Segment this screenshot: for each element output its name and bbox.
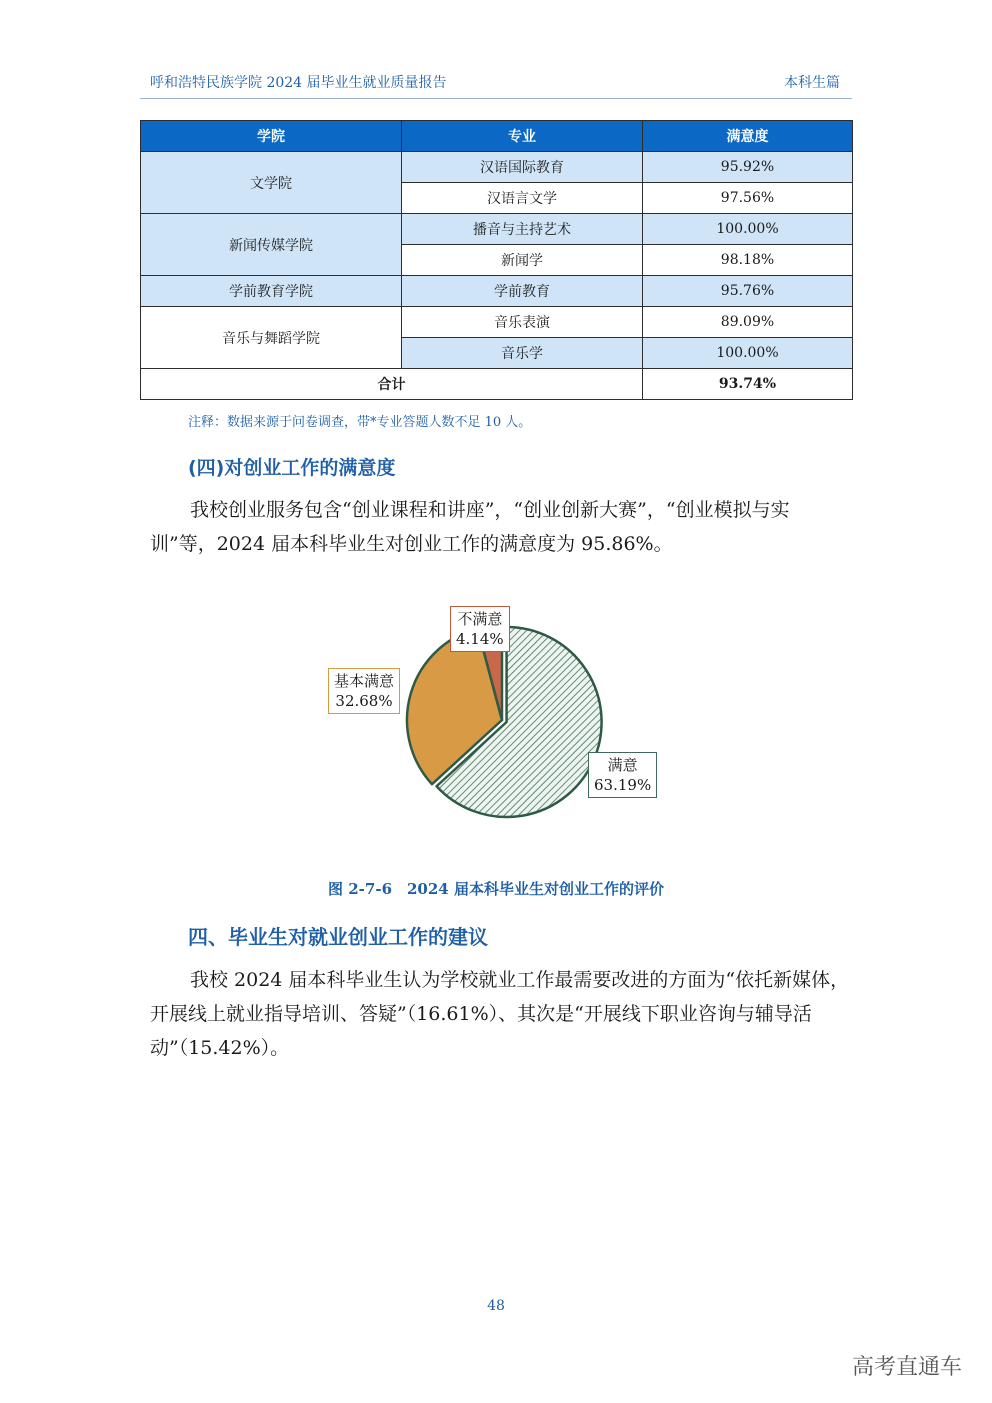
table-row — [141, 307, 853, 338]
major-cell: 音乐表演 — [402, 307, 643, 338]
header-divider — [140, 98, 852, 99]
major-cell: 汉语言文学 — [402, 183, 643, 214]
slice-label-basically-satisfied-value: 32.68% — [335, 692, 393, 710]
header-report-title: 呼和浩特民族学院 2024 届毕业生就业质量报告 — [150, 75, 447, 91]
total-label: 合计 — [141, 369, 643, 400]
college-cell: 文学院 — [141, 152, 402, 214]
column-header-major: 专业 — [402, 121, 643, 152]
slice-label-satisfied-value: 63.19% — [594, 776, 652, 794]
header-section-label: 本科生篇 — [784, 75, 840, 91]
slice-label-basically-satisfied — [328, 668, 400, 714]
paragraph-suggestions: 我校 2024 届本科毕业生认为学校就业工作最需要改进的方面为“依托新媒体，开展线上就业指导培训、答疑”（16.61%）、其次是“开展线下职业咨询与辅导活动”（15.42%）。 — [150, 969, 850, 1059]
major-cell: 学前教育 — [402, 276, 643, 307]
section-heading-entrepreneurship: (四)对创业工作的满意度 — [188, 457, 396, 479]
slice-label-dissatisfied — [450, 606, 510, 652]
satisfaction-table — [140, 120, 853, 400]
major-cell: 汉语国际教育 — [402, 152, 643, 183]
slice-label-dissatisfied-name: 不满意 — [457, 610, 503, 628]
total-value: 93.74% — [643, 369, 853, 400]
table-row — [141, 152, 853, 183]
watermark-logo-text: 高考直通车 — [851, 1355, 962, 1380]
satisfaction-cell: 95.76% — [643, 276, 853, 307]
paragraph-entrepreneurship: 我校创业服务包含“创业课程和讲座”，“创业创新大赛”，“创业模拟与实训”等，2024 届本科毕业生对创业工作的满意度为 95.86%。 — [150, 499, 790, 555]
figure-caption: 图 2-7-6 2024 届本科毕业生对创业工作的评价 — [328, 880, 664, 898]
major-cell: 新闻学 — [402, 245, 643, 276]
major-cell: 播音与主持艺术 — [402, 214, 643, 245]
college-cell: 音乐与舞蹈学院 — [141, 307, 402, 369]
slice-label-satisfied — [588, 752, 657, 798]
satisfaction-cell: 98.18% — [643, 245, 853, 276]
slice-label-satisfied-name: 满意 — [607, 756, 638, 774]
table-header-row — [141, 121, 853, 152]
column-header-college: 学院 — [141, 121, 402, 152]
slice-label-dissatisfied-value: 4.14% — [456, 630, 504, 648]
table-row — [141, 276, 853, 307]
satisfaction-cell: 95.92% — [643, 152, 853, 183]
table-total-row — [141, 369, 853, 400]
slice-label-basically-satisfied-name: 基本满意 — [334, 672, 395, 690]
table-row — [141, 214, 853, 245]
satisfaction-cell: 100.00% — [643, 214, 853, 245]
section-heading-suggestions: 四、毕业生对就业创业工作的建议 — [188, 925, 488, 949]
satisfaction-cell: 89.09% — [643, 307, 853, 338]
major-cell: 音乐学 — [402, 338, 643, 369]
page-number: 48 — [487, 1298, 505, 1314]
college-cell: 新闻传媒学院 — [141, 214, 402, 276]
satisfaction-cell: 100.00% — [643, 338, 853, 369]
column-header-satisfaction: 满意度 — [643, 121, 853, 152]
college-cell: 学前教育学院 — [141, 276, 402, 307]
table-footnote: 注释：数据来源于问卷调查，带*专业答题人数不足 10 人。 — [188, 415, 532, 430]
satisfaction-cell: 97.56% — [643, 183, 853, 214]
